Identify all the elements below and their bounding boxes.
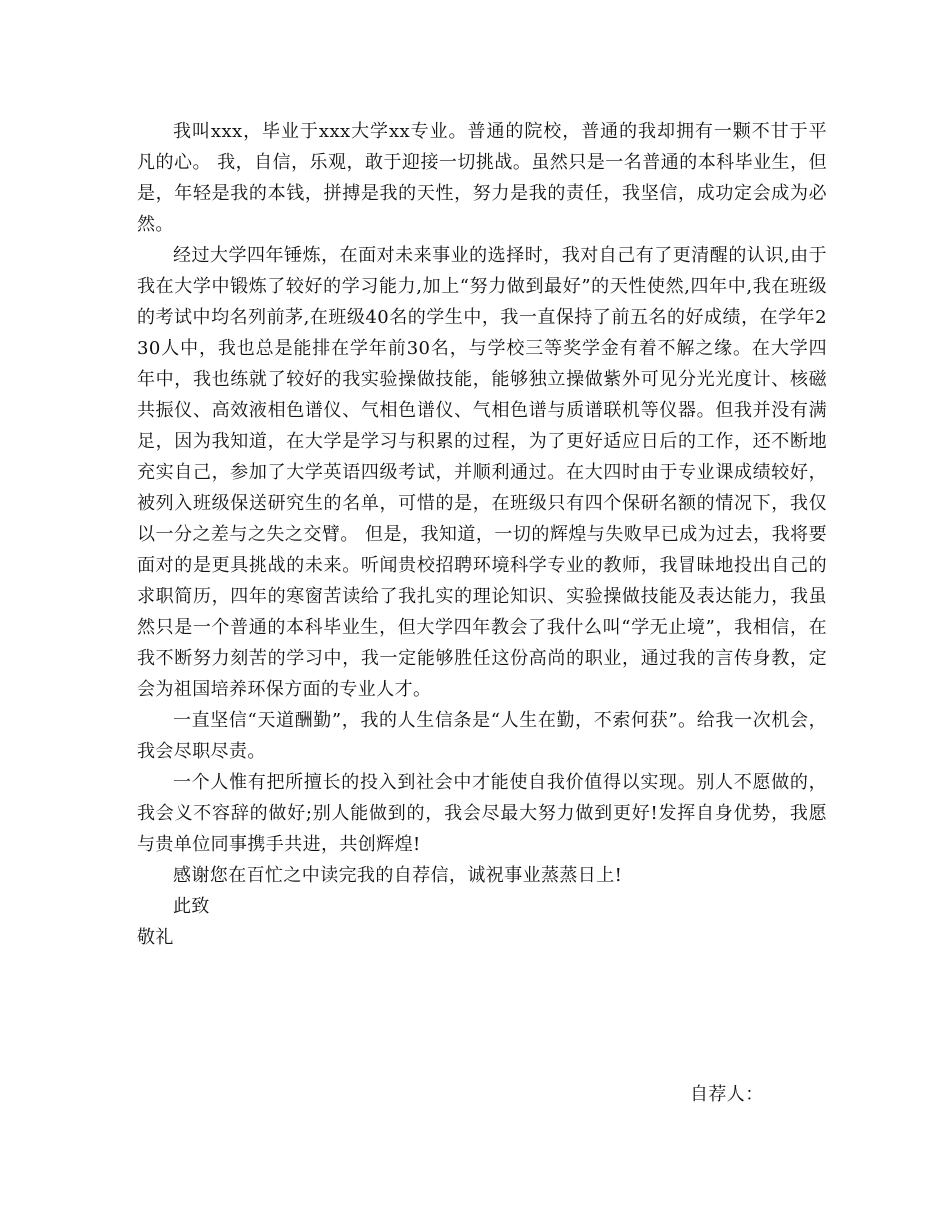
paragraph-introduction: 我叫xxx，毕业于xxx大学xx专业。普通的院校，普通的我却拥有一颗不甘于平凡的心。 我，自信，乐观，敢于迎接一切挑战。虽然只是一名普通的本科毕业生，但是，年轻是我的本钱，拼搏是我的天性，努力是我的责任，我坚信，成功定会成为必然。 [137,121,827,235]
paragraph-motto: 一直坚信“天道酬勤”，我的人生信条是“人生在勤，不索何获”。给我一次机会，我会尽职尽责。 [137,710,827,762]
signature-label: 自荐人： [690,1084,764,1105]
paragraph-commitment: 一个人惟有把所擅长的投入到社会中才能使自我价值得以实现。别人不愿做的，我会义不容辞的做好;别人能做到的，我会尽最大努力做到更好!发挥自身优势，我愿与贵单位同事携手共进，共创辉煌! [137,772,827,855]
paragraph-thanks: 感谢您在百忙之中读完我的自荐信，诚祝事业蒸蒸日上! [173,865,623,886]
paragraph-experience: 经过大学四年锤炼，在面对未来事业的选择时，我对自己有了更清醒的认识,由于我在大学中锻炼了较好的学习能力,加上“努力做到最好”的天性使然,四年中,我在班级的考试中均名列前茅,在班级40名的学生中，我一直保持了前五名的好成绩，在学年230人中，我也总是能排在学年前30名，与学校三等奖学金有着不解之缘。在大学四年中，我也练就了较好的我实验操做技能，能够独立操做紫外可见分光光度计、核磁共振仪、高效液相色谱仪、气相色谱仪、气相色谱与质谱联机等仪器。但我并没有满足，因为我知道，在大学是学习与积累的过程，为了更好适应日后的工作，还不断地充实自己，参加了大学英语四级考试，并顺利通过。在大四时由于专业课成绩较好，被列入班级保送研究生的名单，可惜的是，在班级只有四个保研名额的情况下，我仅以一分之差与之失之交臂。 但是，我知道，一切的辉煌与失败早已成为过去，我将要面对的是更具挑战的未来。听闻贵校招聘环境科学专业的教师，我冒昧地投出自己的求职简历，四年的寒窗苦读给了我扎实的理论知识、实验操做技能及表达能力，我虽然只是一个普通的本科毕业生，但大学四年教会了我什么叫“学无止境”，我相信，在我不断努力刻苦的学习中，我一定能够胜任这份高尚的职业，通过我的言传身教，定会为祖国培养环保方面的专业人才。 [137,245,827,700]
closing-line: 此致 [173,896,210,917]
salutation-line: 敬礼 [137,927,174,948]
letter-body [137,116,827,953]
